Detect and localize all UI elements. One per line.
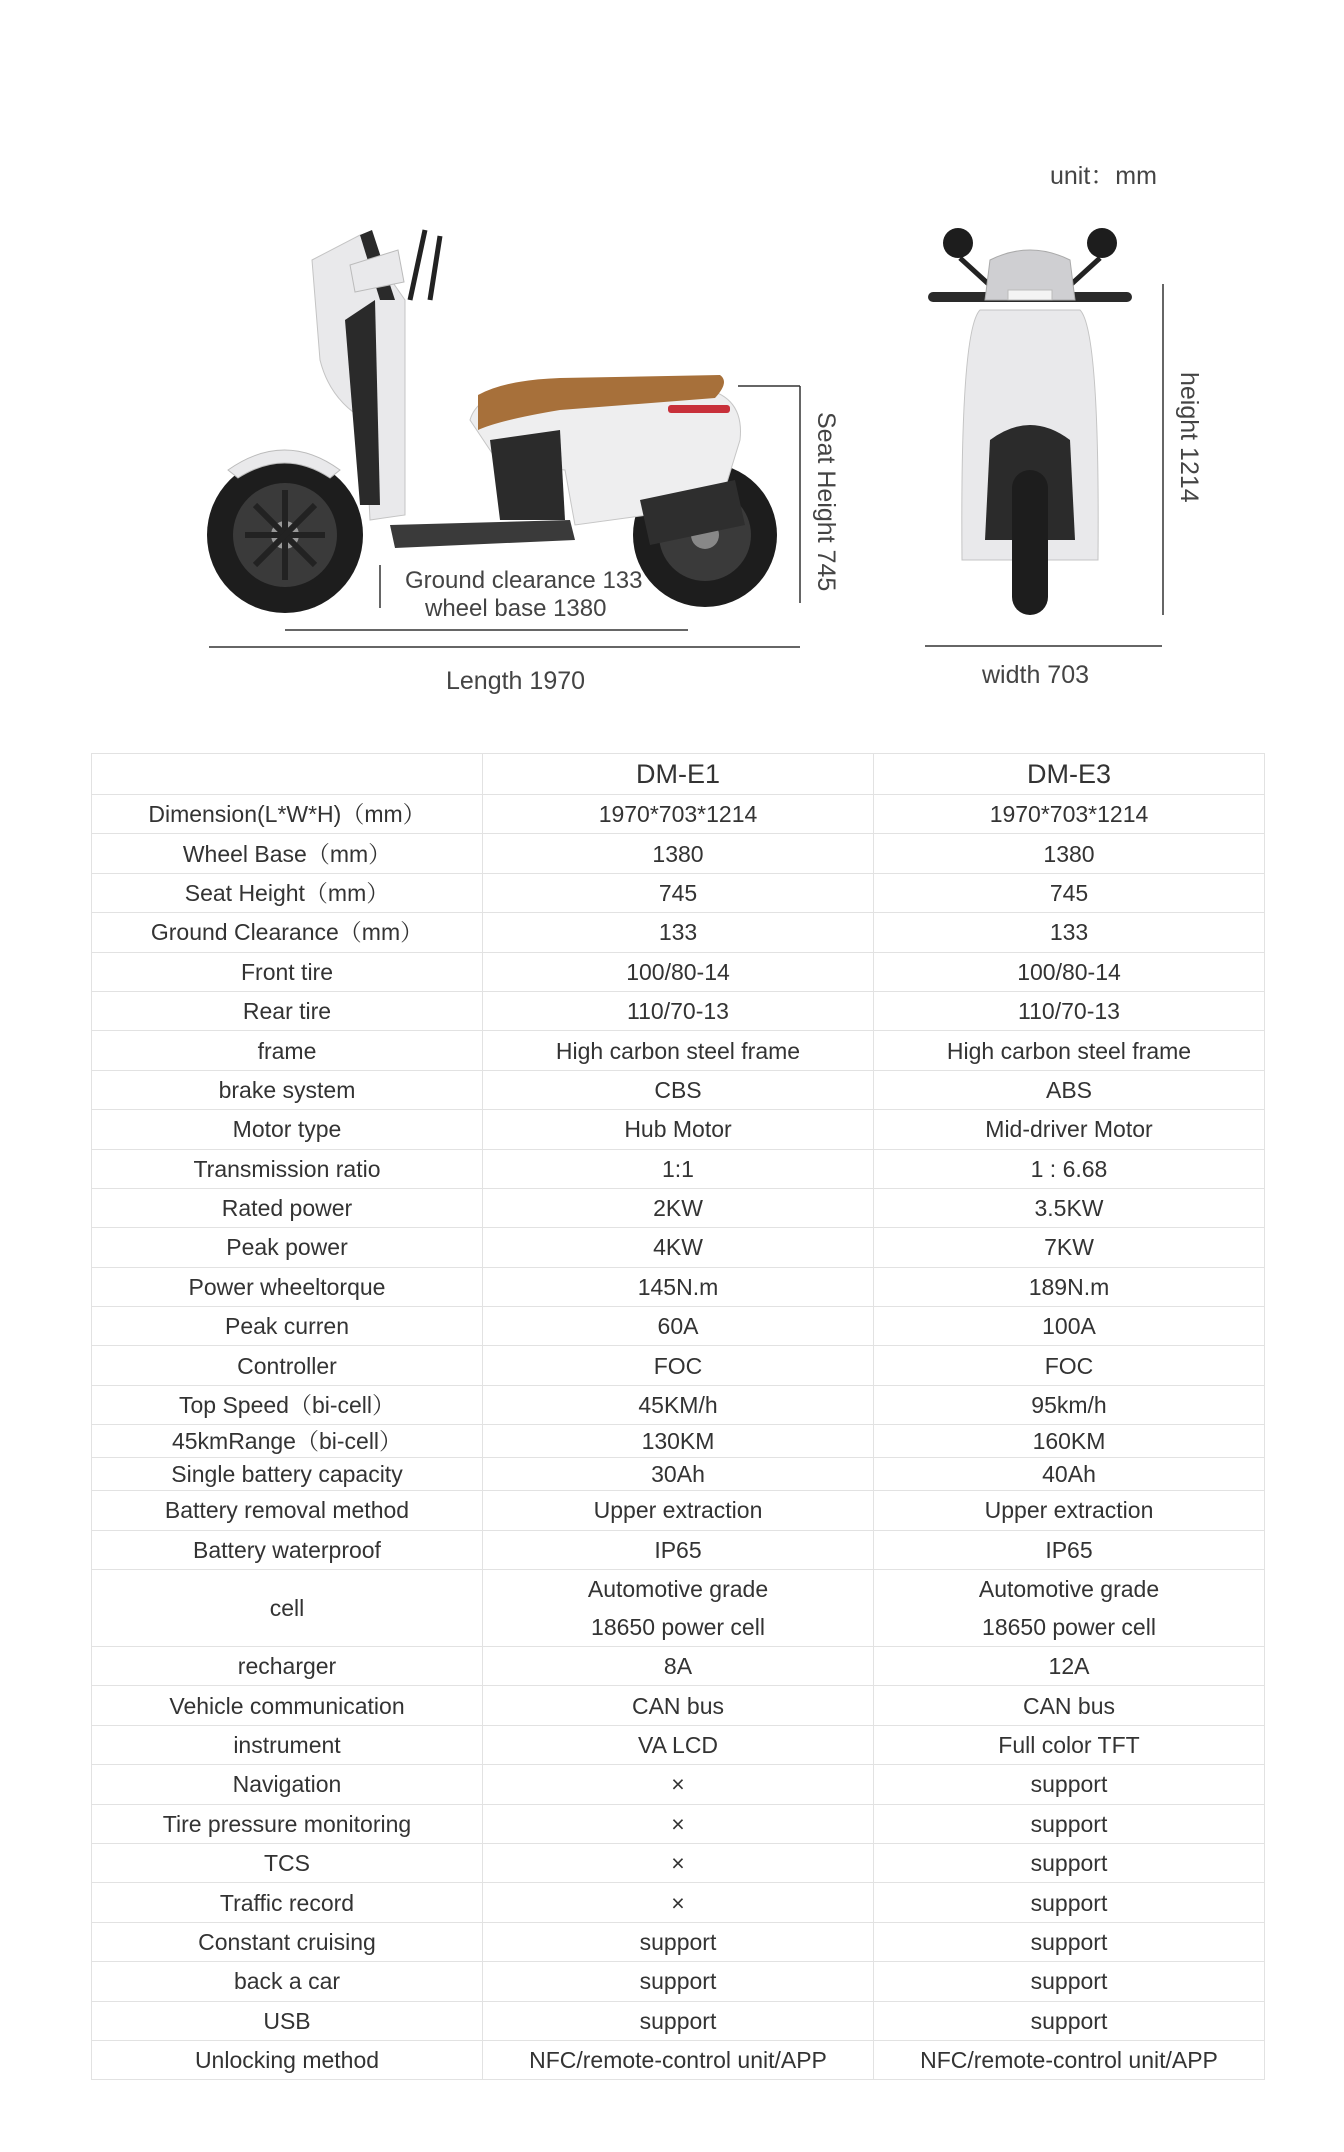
length-label: Length 1970 (446, 667, 586, 695)
table-row (92, 1491, 1265, 1530)
spec-value-e1: support (483, 2001, 874, 2040)
spec-label: Traffic record (92, 1883, 483, 1922)
table-row (92, 1530, 1265, 1569)
spec-value-e1: CAN bus (483, 1686, 874, 1725)
spec-value-e1: 133 (483, 913, 874, 952)
spec-value-e3: FOC (874, 1346, 1265, 1385)
spec-value-e3: Upper extraction (874, 1491, 1265, 1530)
spec-value-e3: 745 (874, 873, 1265, 912)
spec-label: Seat Height（mm） (92, 873, 483, 912)
scooter-diagram (0, 0, 1344, 720)
table-row (92, 1725, 1265, 1764)
spec-label: Vehicle communication (92, 1686, 483, 1725)
header-label-cell (92, 754, 483, 795)
spec-value-e1: 2KW (483, 1188, 874, 1227)
table-row (92, 1765, 1265, 1804)
table-row (92, 1922, 1265, 1961)
table-row (92, 2001, 1265, 2040)
spec-value-e3: 7KW (874, 1228, 1265, 1267)
spec-label: Wheel Base（mm） (92, 834, 483, 873)
spec-value-e3: 40Ah (874, 1458, 1265, 1491)
spec-value-e3: 12A (874, 1647, 1265, 1686)
spec-value-e3: 100A (874, 1307, 1265, 1346)
table-row (92, 1110, 1265, 1149)
spec-value-e3: support (874, 1804, 1265, 1843)
table-row (92, 1647, 1265, 1686)
spec-value-line: Automotive grade (587, 1576, 769, 1603)
spec-value-e3: 189N.m (874, 1267, 1265, 1306)
spec-value-e1: CBS (483, 1070, 874, 1109)
table-row (92, 1228, 1265, 1267)
table-row (92, 1425, 1265, 1458)
spec-value-e1: IP65 (483, 1530, 874, 1569)
table-row (92, 1883, 1265, 1922)
spec-value-e1: 100/80-14 (483, 952, 874, 991)
table-row (92, 834, 1265, 873)
spec-label: instrument (92, 1725, 483, 1764)
spec-label: USB (92, 2001, 483, 2040)
spec-value-e3: Full color TFT (874, 1725, 1265, 1764)
spec-label: Rear tire (92, 991, 483, 1030)
seat-height-label: Seat Height 745 (812, 412, 840, 592)
table-row (92, 1458, 1265, 1491)
spec-value-e1: 4KW (483, 1228, 874, 1267)
table-row (92, 991, 1265, 1030)
spec-label: back a car (92, 1962, 483, 2001)
spec-value-e1: support (483, 1962, 874, 2001)
table-row (92, 1346, 1265, 1385)
spec-label: 45kmRange（bi-cell） (92, 1425, 483, 1458)
spec-value-e1: 1:1 (483, 1149, 874, 1188)
spec-value-e1: High carbon steel frame (483, 1031, 874, 1070)
spec-value-e1: Hub Motor (483, 1110, 874, 1149)
spec-value-e3: IP65 (874, 1530, 1265, 1569)
spec-label: cell (92, 1570, 483, 1647)
spec-value-e1 (483, 1570, 874, 1647)
spec-label: Front tire (92, 952, 483, 991)
spec-label: Peak power (92, 1228, 483, 1267)
spec-label: Rated power (92, 1188, 483, 1227)
spec-value-e3: 160KM (874, 1425, 1265, 1458)
spec-value-e1: 1380 (483, 834, 874, 873)
spec-value-e1: 1970*703*1214 (483, 795, 874, 834)
spec-value-e1: 145N.m (483, 1267, 874, 1306)
spec-value-e3: NFC/remote-control unit/APP (874, 2040, 1265, 2079)
spec-label: Ground Clearance（mm） (92, 913, 483, 952)
table-row (92, 1804, 1265, 1843)
side-view-scooter (207, 230, 777, 613)
spec-value-e1: support (483, 1922, 874, 1961)
spec-value-e1: Upper extraction (483, 1491, 874, 1530)
spec-value-e3: 110/70-13 (874, 991, 1265, 1030)
spec-label: brake system (92, 1070, 483, 1109)
table-row (92, 1188, 1265, 1227)
table-row (92, 1307, 1265, 1346)
spec-label: Battery waterproof (92, 1530, 483, 1569)
spec-label: Dimension(L*W*H)（mm） (92, 795, 483, 834)
spec-value-e1: 8A (483, 1647, 874, 1686)
height-label: height 1214 (1175, 372, 1203, 503)
unit-label: unit：mm (1050, 162, 1157, 190)
table-row (92, 1962, 1265, 2001)
table-row (92, 1843, 1265, 1882)
spec-value-e1: 745 (483, 873, 874, 912)
spec-value-e3: support (874, 1922, 1265, 1961)
spec-value-e3: 1 : 6.68 (874, 1149, 1265, 1188)
spec-label: Battery removal method (92, 1491, 483, 1530)
spec-value-e1: × (483, 1765, 874, 1804)
spec-value-e3: 1380 (874, 834, 1265, 873)
spec-value-e3: 100/80-14 (874, 952, 1265, 991)
spec-value-e1: × (483, 1804, 874, 1843)
spec-value-line: 18650 power cell (591, 1614, 765, 1641)
spec-value-e1: × (483, 1883, 874, 1922)
table-row (92, 952, 1265, 991)
spec-label: Single battery capacity (92, 1458, 483, 1491)
table-row (92, 1385, 1265, 1424)
spec-value-e3: CAN bus (874, 1686, 1265, 1725)
spec-table (91, 753, 1265, 2080)
front-view-scooter (928, 228, 1132, 615)
spec-value-e1: × (483, 1843, 874, 1882)
spec-value-e3: support (874, 1962, 1265, 2001)
table-row (92, 1070, 1265, 1109)
table-row (92, 1031, 1265, 1070)
spec-value-e1: 30Ah (483, 1458, 874, 1491)
spec-label: frame (92, 1031, 483, 1070)
spec-label: TCS (92, 1843, 483, 1882)
table-header-row (92, 754, 1265, 795)
width-label: width 703 (982, 661, 1090, 689)
table-row (92, 1267, 1265, 1306)
spec-label: recharger (92, 1647, 483, 1686)
table-row (92, 913, 1265, 952)
spec-value-e1: 60A (483, 1307, 874, 1346)
spec-value-e3: High carbon steel frame (874, 1031, 1265, 1070)
spec-value-e1: 130KM (483, 1425, 874, 1458)
table-row (92, 795, 1265, 834)
spec-value-e3: support (874, 1883, 1265, 1922)
spec-value-e3: 95km/h (874, 1385, 1265, 1424)
spec-label: Transmission ratio (92, 1149, 483, 1188)
table-row (92, 1149, 1265, 1188)
table-row (92, 873, 1265, 912)
spec-value-e3: 1970*703*1214 (874, 795, 1265, 834)
spec-value-e3: Mid-driver Motor (874, 1110, 1265, 1149)
spec-label: Power wheeltorque (92, 1267, 483, 1306)
table-row (92, 2040, 1265, 2079)
spec-value-e1: FOC (483, 1346, 874, 1385)
spec-label: Navigation (92, 1765, 483, 1804)
spec-label: Controller (92, 1346, 483, 1385)
spec-label: Constant cruising (92, 1922, 483, 1961)
spec-label: Unlocking method (92, 2040, 483, 2079)
spec-label: Peak curren (92, 1307, 483, 1346)
spec-value-e3 (874, 1570, 1265, 1647)
spec-value-line: 18650 power cell (982, 1614, 1156, 1641)
spec-value-e1: NFC/remote-control unit/APP (483, 2040, 874, 2079)
wheel-base-label: wheel base 1380 (425, 595, 607, 622)
table-row (92, 1686, 1265, 1725)
spec-label: Motor type (92, 1110, 483, 1149)
spec-value-e1: 45KM/h (483, 1385, 874, 1424)
spec-label: Tire pressure monitoring (92, 1804, 483, 1843)
ground-clearance-label: Ground clearance 133 (405, 567, 643, 594)
spec-value-line: Automotive grade (978, 1576, 1160, 1603)
header-dm-e1: DM-E1 (483, 754, 874, 795)
spec-value-e3: ABS (874, 1070, 1265, 1109)
header-dm-e3: DM-E3 (874, 754, 1265, 795)
spec-value-e3: 3.5KW (874, 1188, 1265, 1227)
spec-value-e1: 110/70-13 (483, 991, 874, 1030)
table-row (92, 1570, 1265, 1647)
spec-value-e3: support (874, 2001, 1265, 2040)
spec-label: Top Speed（bi-cell） (92, 1385, 483, 1424)
spec-value-e3: support (874, 1765, 1265, 1804)
spec-value-e3: support (874, 1843, 1265, 1882)
spec-value-e3: 133 (874, 913, 1265, 952)
spec-value-e1: VA LCD (483, 1725, 874, 1764)
